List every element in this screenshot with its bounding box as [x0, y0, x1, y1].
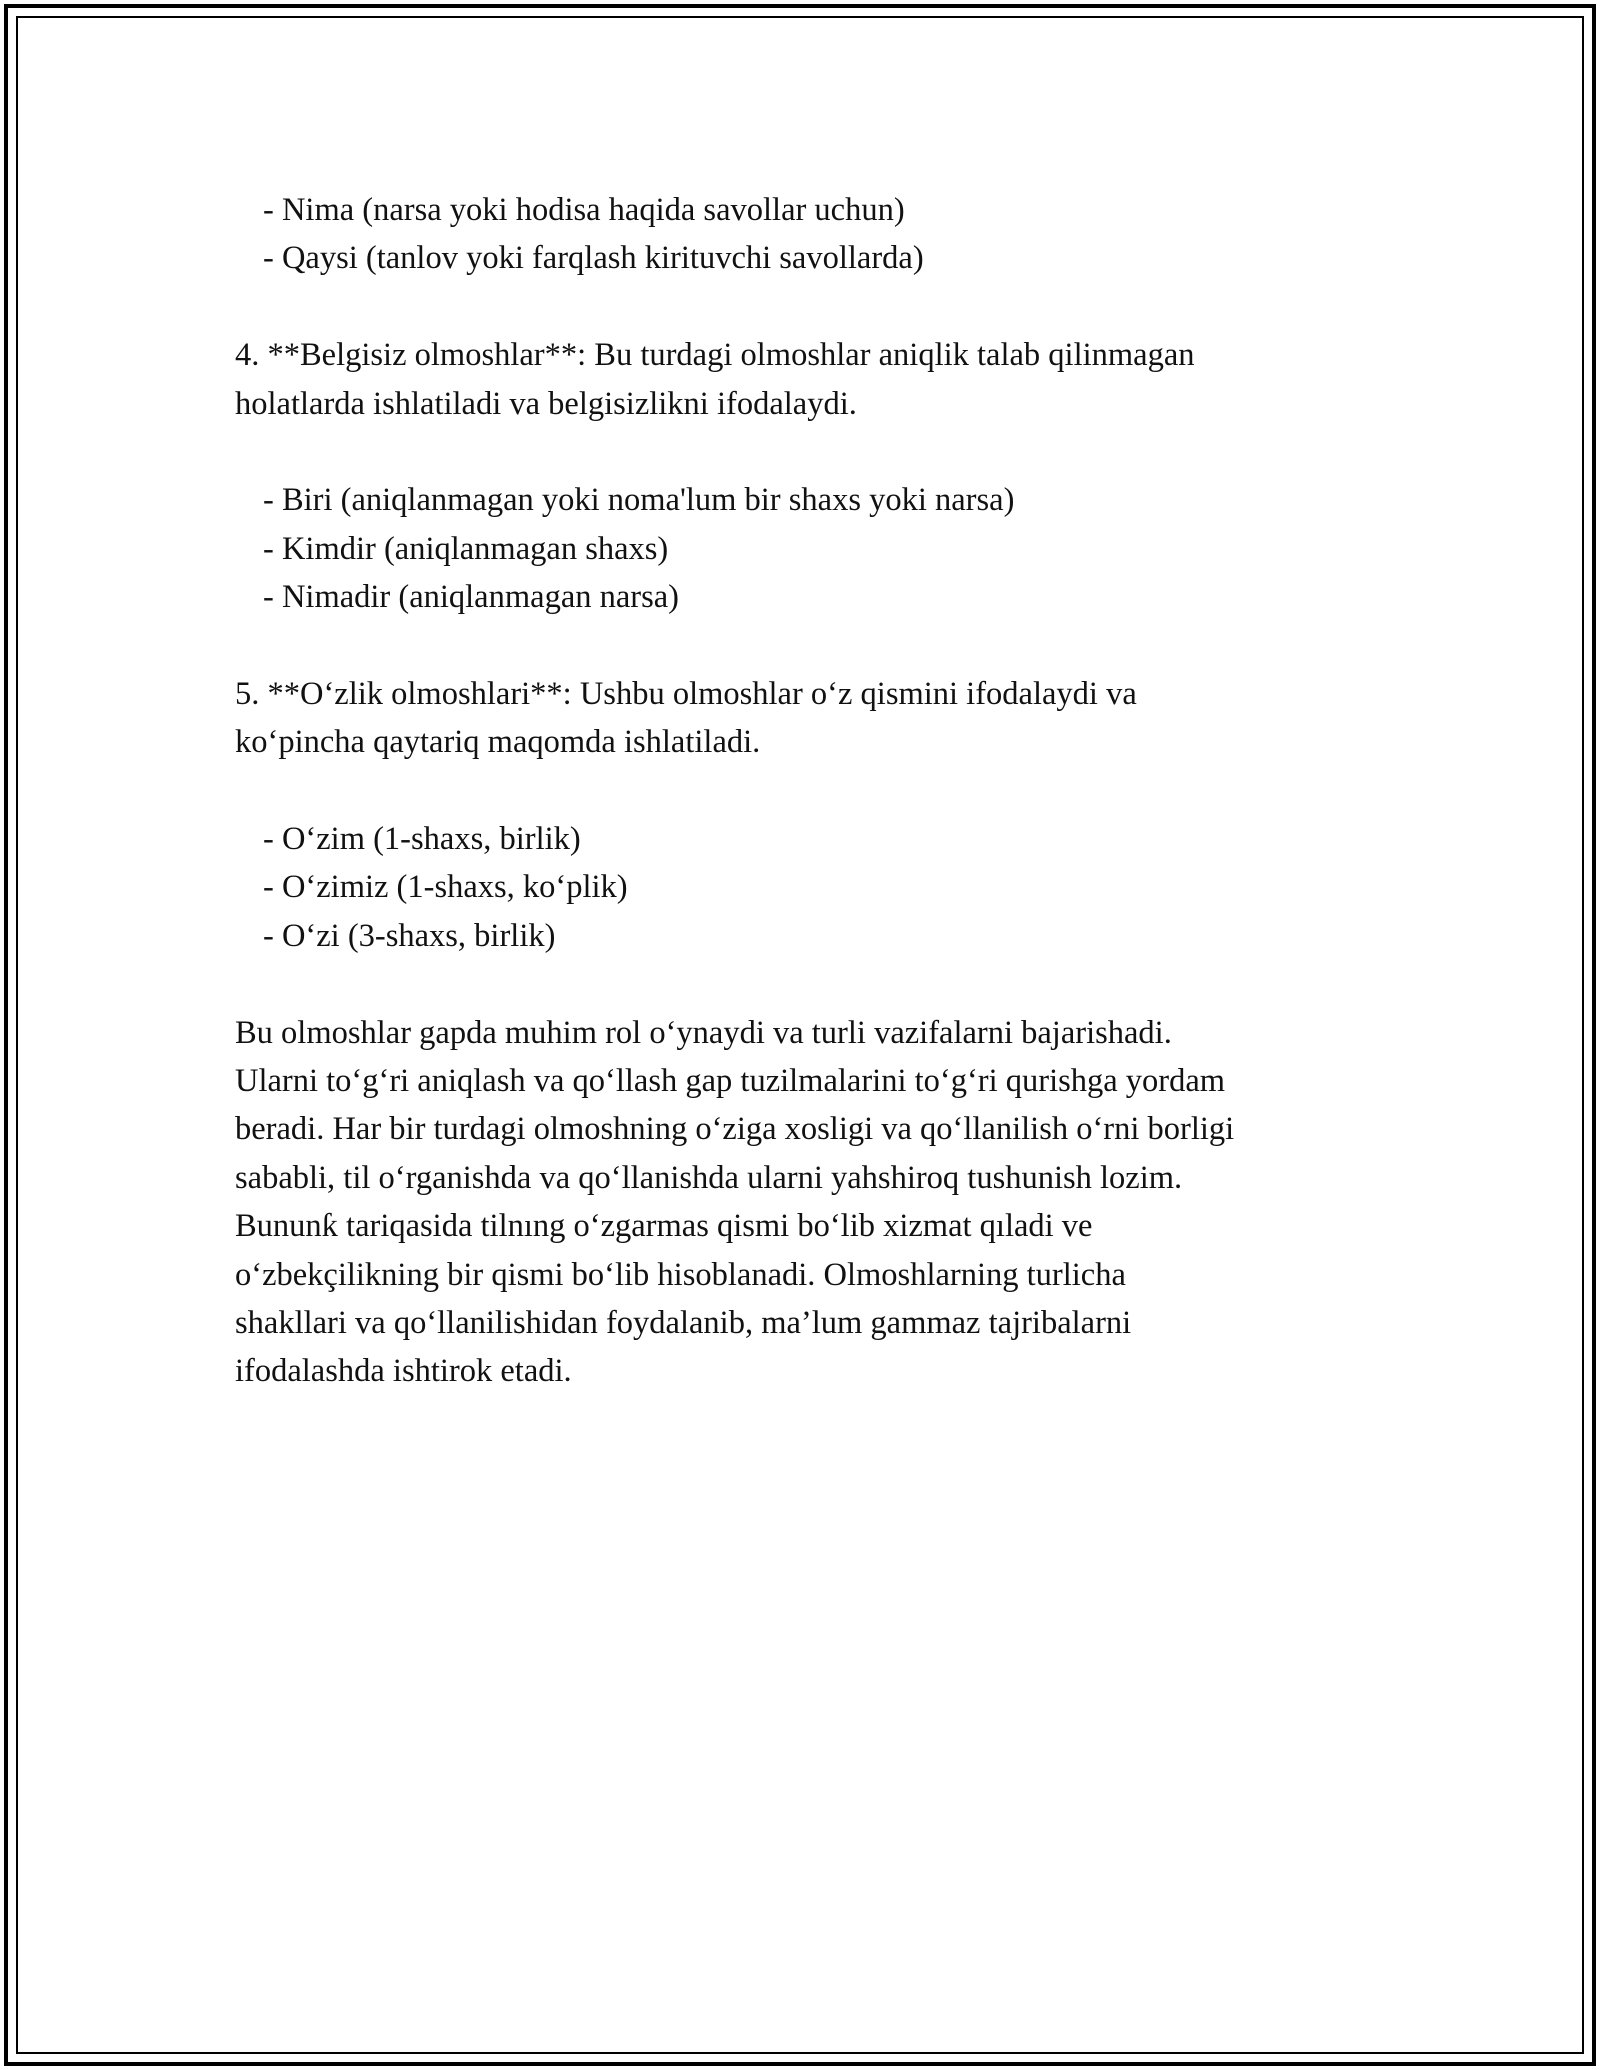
paragraph-line: Ularni to‘g‘ri aniqlash va qo‘llash gap tuzilmalarini to‘g‘ri qurishga yordam: [235, 1063, 1226, 1100]
paragraph-line: Bununƙ tariqasida tilnıng o‘zgarmas qismi bo‘lib xizmat qıladi ve: [235, 1208, 1093, 1245]
list-item: - Nimadir (aniqlanmagan narsa): [263, 579, 680, 616]
spacer: [235, 622, 1385, 670]
list-item: - O‘zim (1-shaxs, birlik): [263, 821, 581, 858]
list-item: - Nima (narsa yoki hodisa haqida savollar uchun): [263, 192, 905, 228]
spacer: [235, 767, 1385, 815]
list-item: - O‘zimiz (1-shaxs, ko‘plik): [263, 869, 628, 906]
paragraph-line: ko‘pincha qaytariq maqomda ishlatiladi.: [235, 724, 761, 761]
spacer: [235, 283, 1385, 331]
list-item: - Biri (aniqlanmagan yoki noma'lum bir shaxs yoki narsa): [263, 482, 1015, 519]
reflexive-pronoun-list: [235, 815, 1385, 960]
paragraph-line: holatlarda ishlatiladi va belgisizlikni ifodalaydi.: [235, 385, 857, 422]
section-4-heading-paragraph: [235, 331, 1385, 428]
spacer: [235, 960, 1385, 1008]
paragraph-line: beradi. Har bir turdagi olmoshning o‘ziga xosligi va qo‘llanilish o‘rni borligi: [235, 1111, 1235, 1148]
paragraph-line: shakllari va qo‘llanilishidan foydalanib, ma’lum gammaz tajribalarni: [235, 1304, 1132, 1341]
list-item: - O‘zi (3-shaxs, birlik): [263, 917, 556, 954]
interrogative-pronoun-list: [235, 186, 1385, 283]
conclusion-paragraph: [235, 1009, 1385, 1396]
section-5-heading-paragraph: [235, 670, 1385, 767]
list-item: - Kimdir (aniqlanmagan shaxs): [263, 530, 669, 567]
paragraph-line: o‘zbekçilikning bir qismi bo‘lib hisoblanadi. Olmoshlarning turlicha: [235, 1256, 1126, 1293]
document-body: [235, 186, 1385, 1396]
paragraph-line: Bu olmoshlar gapda muhim rol o‘ynaydi va turli vazifalarni bajarishadi.: [235, 1014, 1172, 1051]
indefinite-pronoun-list: [235, 476, 1385, 621]
paragraph-line: sababli, til o‘rganishda va qo‘llanishda ularni yahshiroq tushunish lozim.: [235, 1159, 1183, 1196]
paragraph-line: ifodalashda ishtirok etadi.: [235, 1353, 572, 1390]
paragraph-line: 5. **O‘zlik olmoshlari**: Ushbu olmoshlar o‘z qismini ifodalaydi va: [235, 675, 1137, 712]
paragraph-line: 4. **Belgisiz olmoshlar**: Bu turdagi olmoshlar aniqlik talab qilinmagan: [235, 337, 1195, 374]
spacer: [235, 428, 1385, 476]
list-item: - Qaysi (tanlov yoki farqlash kirituvchi savollarda): [263, 240, 924, 277]
